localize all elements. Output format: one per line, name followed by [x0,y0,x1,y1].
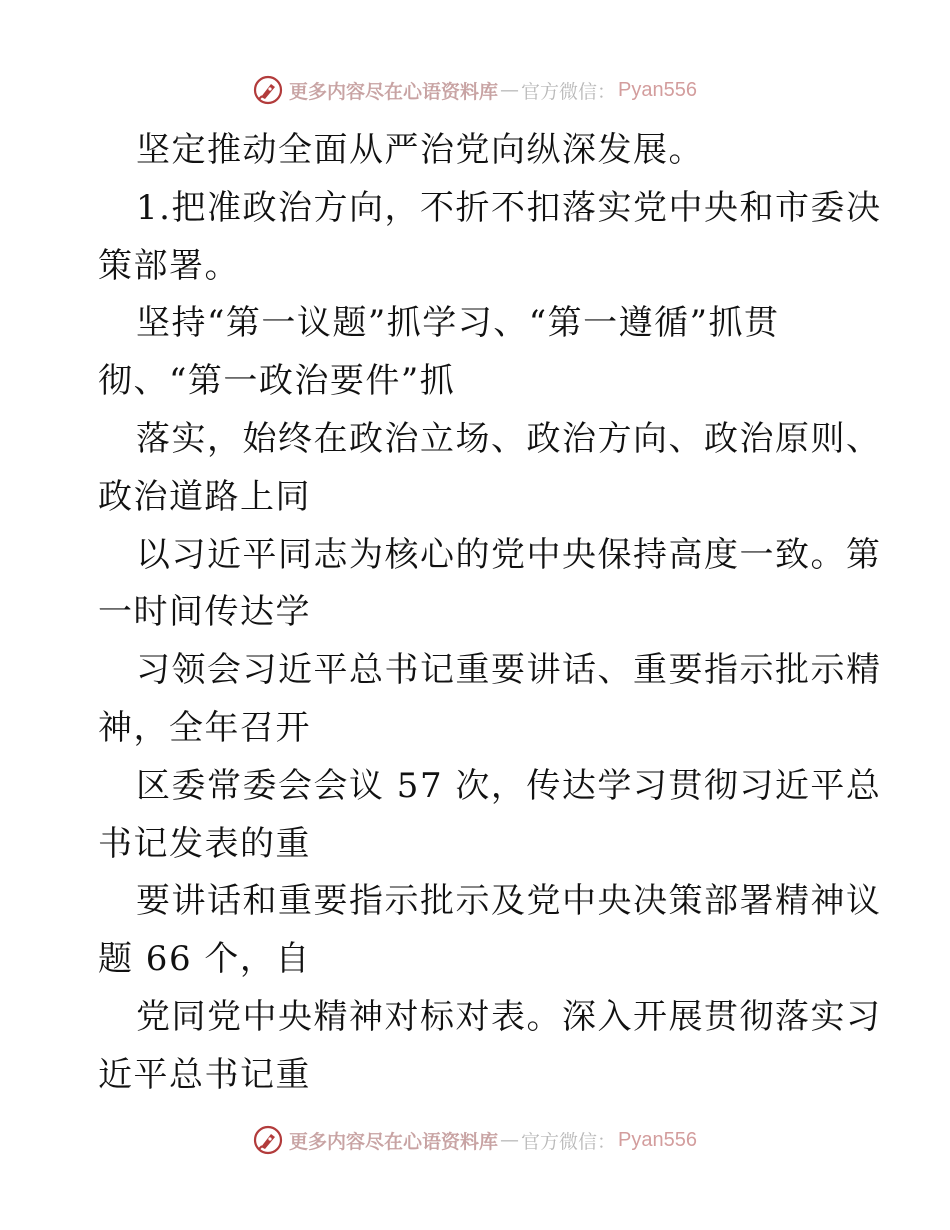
text-line: 神，全年召开 [98,707,311,748]
watermark-footer [0,1120,950,1160]
watermark-separator: — [500,79,520,101]
text-line: 彻、“第一政治要件”抓 [98,361,456,402]
text-line: 策部署。 [98,245,240,286]
text-line: 1.把准政治方向，不折不扣落实党中央和市委决 [136,187,882,228]
watermark-wechat-id: Pyan556 [618,78,697,101]
watermark-brand-text: 更多内容尽在心语资料库 [289,80,499,103]
text-line: 一时间传达学 [98,592,311,633]
text-line: 政治道路上同 [98,476,311,517]
text-line: 以习近平同志为核心的党中央保持高度一致。第 [136,534,882,575]
pen-nib-logo-icon [253,1125,283,1155]
text-line: 坚持“第一议题”抓学习、“第一遵循”抓贯 [136,303,780,344]
text-line: 党同党中央精神对标对表。深入开展贯彻落实习 [136,996,882,1037]
watermark-brand-text: 更多内容尽在心语资料库 [289,1130,499,1153]
text-line: 落实，始终在政治立场、政治方向、政治原则、 [136,418,882,459]
pen-nib-logo-icon [253,75,283,105]
text-line: 坚定推动全面从严治党向纵深发展。 [136,130,704,170]
text-line: 区委常委会会议 57 次，传达学习贯彻习近平总 [136,765,882,806]
text-line: 书记发表的重 [98,823,311,864]
watermark-header [0,70,950,110]
document-body [98,122,882,1105]
watermark-wechat-label: 官方微信： [521,1130,617,1153]
watermark-separator: — [500,1129,520,1151]
watermark-wechat-label: 官方微信： [521,80,617,103]
watermark-wechat-id: Pyan556 [618,1128,697,1151]
text-line: 要讲话和重要指示批示及党中央决策部署精神议 [136,881,882,922]
text-line: 近平总书记重 [98,1054,311,1095]
text-line: 习领会习近平总书记重要讲话、重要指示批示精 [136,650,882,691]
text-line: 题 66 个，自 [98,939,311,980]
